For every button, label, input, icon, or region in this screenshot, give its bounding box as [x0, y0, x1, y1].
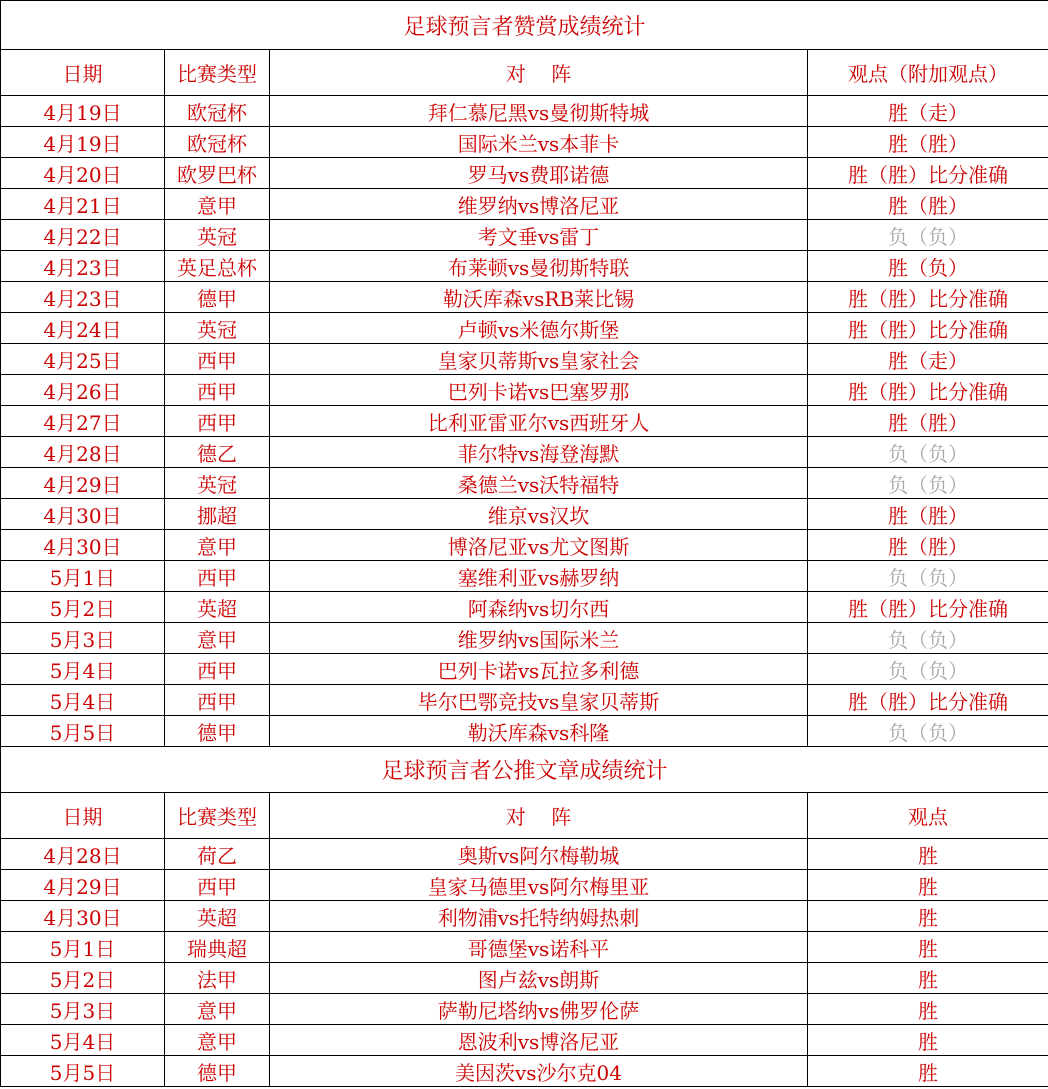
cell-view: 胜（胜）比分准确 — [808, 158, 1048, 189]
table-row — [1, 839, 1048, 870]
table-row — [1, 313, 1048, 344]
cell-view: 胜（胜）比分准确 — [808, 282, 1048, 313]
cell-view: 胜（胜）比分准确 — [808, 592, 1048, 623]
cell-match: 美因茨vs沙尔克04 — [270, 1056, 808, 1087]
cell-date: 5月3日 — [1, 994, 165, 1025]
cell-match: 维罗纳vs国际米兰 — [270, 623, 808, 654]
cell-type: 英超 — [165, 592, 270, 623]
cell-view: 胜 — [808, 994, 1048, 1025]
table-row — [1, 901, 1048, 932]
cell-date: 4月28日 — [1, 839, 165, 870]
cell-date: 4月23日 — [1, 251, 165, 282]
section2-header-row — [1, 793, 1048, 839]
cell-date: 4月30日 — [1, 499, 165, 530]
header-date: 日期 — [1, 50, 165, 96]
table-row — [1, 1056, 1048, 1087]
section1-header-row — [1, 50, 1048, 96]
cell-type: 英超 — [165, 901, 270, 932]
cell-match: 勒沃库森vs科隆 — [270, 716, 808, 747]
cell-date: 4月21日 — [1, 189, 165, 220]
cell-match: 拜仁慕尼黑vs曼彻斯特城 — [270, 96, 808, 127]
table-row — [1, 654, 1048, 685]
table-row — [1, 96, 1048, 127]
cell-view: 胜（胜） — [808, 127, 1048, 158]
header-view: 观点（附加观点） — [808, 50, 1048, 96]
cell-date: 4月28日 — [1, 437, 165, 468]
table-row — [1, 499, 1048, 530]
cell-match: 罗马vs费耶诺德 — [270, 158, 808, 189]
header-type: 比赛类型 — [165, 793, 270, 839]
cell-date: 5月4日 — [1, 654, 165, 685]
section1-title: 足球预言者赞赏成绩统计 — [1, 1, 1048, 50]
table-row — [1, 623, 1048, 654]
cell-date: 4月26日 — [1, 375, 165, 406]
cell-type: 欧冠杯 — [165, 96, 270, 127]
table-row — [1, 932, 1048, 963]
cell-view: 负（负） — [808, 654, 1048, 685]
cell-view: 胜（胜）比分准确 — [808, 685, 1048, 716]
cell-view: 胜 — [808, 839, 1048, 870]
cell-view: 胜 — [808, 963, 1048, 994]
cell-view: 胜（胜） — [808, 406, 1048, 437]
cell-view: 负（负） — [808, 437, 1048, 468]
cell-type: 西甲 — [165, 375, 270, 406]
header-match: 对 阵 — [270, 50, 808, 96]
cell-date: 5月5日 — [1, 1056, 165, 1087]
cell-view: 胜 — [808, 901, 1048, 932]
table-row — [1, 127, 1048, 158]
cell-view: 胜（走） — [808, 344, 1048, 375]
table-row — [1, 716, 1048, 747]
cell-view: 胜（胜） — [808, 499, 1048, 530]
cell-view: 胜 — [808, 870, 1048, 901]
cell-view: 负（负） — [808, 623, 1048, 654]
table-row — [1, 685, 1048, 716]
cell-view: 胜（走） — [808, 96, 1048, 127]
cell-view: 胜（胜） — [808, 530, 1048, 561]
cell-type: 西甲 — [165, 685, 270, 716]
table-row — [1, 344, 1048, 375]
cell-type: 西甲 — [165, 344, 270, 375]
cell-view: 胜 — [808, 1056, 1048, 1087]
cell-match: 博洛尼亚vs尤文图斯 — [270, 530, 808, 561]
cell-date: 5月1日 — [1, 561, 165, 592]
cell-match: 哥德堡vs诺科平 — [270, 932, 808, 963]
table-row — [1, 158, 1048, 189]
cell-view: 负（负） — [808, 220, 1048, 251]
table-row — [1, 963, 1048, 994]
cell-match: 毕尔巴鄂竞技vs皇家贝蒂斯 — [270, 685, 808, 716]
cell-view: 胜 — [808, 932, 1048, 963]
cell-match: 巴列卡诺vs瓦拉多利德 — [270, 654, 808, 685]
cell-view: 胜（胜） — [808, 189, 1048, 220]
cell-date: 4月30日 — [1, 901, 165, 932]
section2-title-row — [1, 747, 1048, 793]
cell-type: 意甲 — [165, 994, 270, 1025]
cell-match: 菲尔特vs海登海默 — [270, 437, 808, 468]
cell-match: 皇家马德里vs阿尔梅里亚 — [270, 870, 808, 901]
cell-type: 德甲 — [165, 282, 270, 313]
table-row — [1, 189, 1048, 220]
cell-date: 4月29日 — [1, 870, 165, 901]
header-view: 观点 — [808, 793, 1048, 839]
cell-view: 胜（胜）比分准确 — [808, 313, 1048, 344]
table-row — [1, 282, 1048, 313]
cell-type: 德甲 — [165, 716, 270, 747]
table-row — [1, 220, 1048, 251]
cell-match: 卢顿vs米德尔斯堡 — [270, 313, 808, 344]
table-row — [1, 994, 1048, 1025]
cell-type: 英足总杯 — [165, 251, 270, 282]
cell-date: 4月24日 — [1, 313, 165, 344]
cell-match: 图卢兹vs朗斯 — [270, 963, 808, 994]
header-match: 对 阵 — [270, 793, 808, 839]
cell-date: 4月20日 — [1, 158, 165, 189]
cell-date: 5月5日 — [1, 716, 165, 747]
cell-match: 阿森纳vs切尔西 — [270, 592, 808, 623]
cell-match: 桑德兰vs沃特福特 — [270, 468, 808, 499]
cell-date: 5月3日 — [1, 623, 165, 654]
cell-type: 英冠 — [165, 313, 270, 344]
cell-type: 意甲 — [165, 623, 270, 654]
cell-match: 考文垂vs雷丁 — [270, 220, 808, 251]
cell-type: 意甲 — [165, 189, 270, 220]
table-row — [1, 251, 1048, 282]
table-row — [1, 530, 1048, 561]
cell-match: 萨勒尼塔纳vs佛罗伦萨 — [270, 994, 808, 1025]
section2-title: 足球预言者公推文章成绩统计 — [1, 747, 1048, 793]
cell-date: 4月29日 — [1, 468, 165, 499]
table-row — [1, 406, 1048, 437]
cell-type: 德乙 — [165, 437, 270, 468]
cell-date: 5月2日 — [1, 592, 165, 623]
cell-type: 西甲 — [165, 870, 270, 901]
cell-type: 欧罗巴杯 — [165, 158, 270, 189]
cell-match: 比利亚雷亚尔vs西班牙人 — [270, 406, 808, 437]
cell-match: 奥斯vs阿尔梅勒城 — [270, 839, 808, 870]
cell-date: 4月23日 — [1, 282, 165, 313]
cell-type: 法甲 — [165, 963, 270, 994]
cell-view: 胜（胜）比分准确 — [808, 375, 1048, 406]
cell-match: 巴列卡诺vs巴塞罗那 — [270, 375, 808, 406]
table-row — [1, 437, 1048, 468]
section1-title-row — [1, 1, 1048, 50]
cell-date: 4月30日 — [1, 530, 165, 561]
cell-match: 维罗纳vs博洛尼亚 — [270, 189, 808, 220]
cell-date: 4月19日 — [1, 127, 165, 158]
cell-match: 布莱顿vs曼彻斯特联 — [270, 251, 808, 282]
cell-view: 胜（负） — [808, 251, 1048, 282]
table-row — [1, 1025, 1048, 1056]
cell-type: 瑞典超 — [165, 932, 270, 963]
cell-view: 负（负） — [808, 716, 1048, 747]
cell-type: 意甲 — [165, 1025, 270, 1056]
cell-type: 荷乙 — [165, 839, 270, 870]
cell-type: 英冠 — [165, 220, 270, 251]
table-row — [1, 870, 1048, 901]
cell-date: 5月4日 — [1, 1025, 165, 1056]
cell-match: 皇家贝蒂斯vs皇家社会 — [270, 344, 808, 375]
cell-date: 4月19日 — [1, 96, 165, 127]
cell-view: 负（负） — [808, 561, 1048, 592]
table-row — [1, 468, 1048, 499]
cell-type: 德甲 — [165, 1056, 270, 1087]
table-row — [1, 592, 1048, 623]
cell-date: 4月27日 — [1, 406, 165, 437]
cell-date: 4月22日 — [1, 220, 165, 251]
cell-type: 意甲 — [165, 530, 270, 561]
cell-date: 5月1日 — [1, 932, 165, 963]
header-type: 比赛类型 — [165, 50, 270, 96]
cell-match: 恩波利vs博洛尼亚 — [270, 1025, 808, 1056]
cell-date: 5月4日 — [1, 685, 165, 716]
header-date: 日期 — [1, 793, 165, 839]
cell-type: 西甲 — [165, 561, 270, 592]
cell-type: 英冠 — [165, 468, 270, 499]
cell-match: 维京vs汉坎 — [270, 499, 808, 530]
cell-date: 5月2日 — [1, 963, 165, 994]
cell-match: 勒沃库森vsRB莱比锡 — [270, 282, 808, 313]
cell-type: 挪超 — [165, 499, 270, 530]
cell-type: 欧冠杯 — [165, 127, 270, 158]
cell-date: 4月25日 — [1, 344, 165, 375]
cell-view: 胜 — [808, 1025, 1048, 1056]
cell-view: 负（负） — [808, 468, 1048, 499]
cell-match: 国际米兰vs本菲卡 — [270, 127, 808, 158]
cell-match: 塞维利亚vs赫罗纳 — [270, 561, 808, 592]
cell-match: 利物浦vs托特纳姆热刺 — [270, 901, 808, 932]
cell-type: 西甲 — [165, 406, 270, 437]
table-row — [1, 375, 1048, 406]
cell-type: 西甲 — [165, 654, 270, 685]
table-row — [1, 561, 1048, 592]
